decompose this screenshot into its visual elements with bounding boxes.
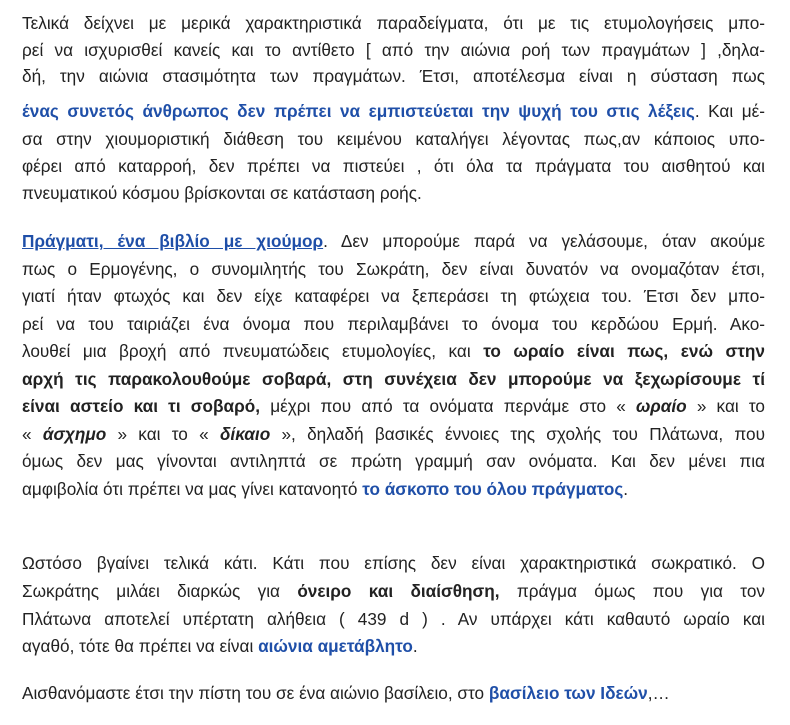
text-run: ρεί να του ταιριάζει ένα όνομα που περιλαμβάνει το όνομα του κερδώου Ερμή. Ακο- — [22, 314, 765, 334]
text-run: . Δεν μπορούμε παρά να γελάσουμε, όταν ακούμε — [323, 231, 765, 251]
heading-link[interactable]: Πράγματι, ένα βιβλίο με χιούμορ — [22, 231, 324, 251]
text-run: Πλάτωνα αποτελεί υπέρτατη αλήθεια ( 439 d ) . Αν υπάρχει κάτι καθαυτό ωραίο και — [22, 609, 765, 629]
text-run: είναι αστείο και τι σοβαρό, — [22, 396, 261, 416]
text-run: », δηλαδή βασικές έννοιες της σχολής του Πλάτωνα, που — [270, 424, 765, 444]
text-run: γιατί ήταν φτωχός και δεν είχε καταφέρει να ξεπεράσει τη φτώχεια του. Έτσι δεν μπο- — [22, 286, 765, 306]
text-line — [22, 366, 765, 392]
text-line — [22, 338, 765, 364]
text-line — [22, 98, 765, 124]
text-run: όμως δεν μας γίνονται αντιληπτά σε πρώτη γραμμή σαν ονόματα. Και δεν μένει πια — [22, 451, 765, 471]
text-line — [22, 63, 765, 89]
text-run: πράγμα όμως που για τον — [499, 581, 765, 601]
text-line — [22, 126, 765, 152]
text-run: αγαθό, τότε θα πρέπει να είναι — [22, 636, 259, 656]
text-run: αρχή τις παρακολουθούμε σοβαρά, στη συνέχεια δεν μπορούμε να ξεχωρίσουμε τί — [22, 369, 765, 389]
text-line — [22, 153, 765, 179]
text-run: Ωστόσο βγαίνει τελικά κάτι. Κάτι που επίσης δεν είναι χαρακτηριστικά σωκρατικό. Ο — [22, 553, 765, 573]
text-run: » και το « — [106, 424, 220, 444]
text-run: . — [623, 479, 629, 499]
text-line — [22, 633, 765, 659]
text-run: δίκαιο — [219, 424, 271, 444]
text-run: φέρει από καταρροή, δεν πρέπει να πιστεύει , ότι όλα τα πράγματα του αισθητού και — [22, 156, 765, 176]
text-line — [22, 256, 765, 282]
text-run: Τελικά δείχνει με μερικά χαρακτηριστικά παραδείγματα, ότι με τις ετυμολογήσεις μπο- — [22, 13, 765, 33]
text-run: « — [22, 424, 43, 444]
text-run: αμφιβολία ότι πρέπει να μας γίνει κατανοητό — [22, 479, 363, 499]
highlighted-phrase: ένας συνετός άνθρωπος δεν πρέπει να εμπιστεύεται την ψυχή του στις λέξεις — [22, 101, 695, 121]
text-run: όνειρο και διαίσθηση, — [297, 581, 500, 601]
text-run: το ωραίο είναι πως, ενώ στην — [483, 341, 765, 361]
text-line — [22, 228, 765, 254]
text-line — [22, 311, 765, 337]
text-run: Αισθανόμαστε έτσι την πίστη του σε ένα αιώνιο βασίλειο, στο — [22, 683, 489, 703]
text-run: πως ο Ερμογένης, ο συνομιλητής του Σωκράτη, δεν είναι δυνατόν να ονομαζόταν έτσι, — [22, 259, 765, 279]
text-line — [22, 680, 765, 706]
text-line — [22, 550, 765, 576]
text-run: . Και μέ- — [694, 101, 765, 121]
text-line — [22, 180, 765, 206]
highlighted-phrase: το άσκοπο του όλου πράγματος — [362, 479, 624, 499]
text-line — [22, 578, 765, 604]
highlighted-phrase: αιώνια αμετάβλητο — [258, 636, 413, 656]
text-line — [22, 606, 765, 632]
highlighted-phrase: βασίλειο των Ιδεών — [488, 683, 648, 703]
text-line — [22, 283, 765, 309]
text-run: » και το — [686, 396, 765, 416]
text-line — [22, 37, 765, 63]
text-run: λουθεί μια βροχή από πνευματώδεις ετυμολογίες, και — [22, 341, 484, 361]
text-line — [22, 448, 765, 474]
text-line — [22, 393, 765, 419]
text-line — [22, 10, 765, 36]
text-run: ρεί να ισχυρισθεί κανείς και το αντίθετο [ από την αιώνια ροή των πραγμάτων ] ,δηλα- — [22, 39, 765, 60]
text-line — [22, 476, 765, 502]
text-run: μέχρι που από τα ονόματα περνάμε στο « — [260, 396, 636, 416]
text-run: ωραίο — [635, 396, 687, 416]
text-run: άσχημο — [42, 424, 107, 444]
text-run: . — [412, 636, 418, 656]
text-run: ,… — [647, 683, 670, 703]
text-run: Σωκράτης μιλάει διαρκώς για — [22, 581, 298, 601]
text-line — [22, 421, 765, 447]
text-run: σα στην χιουμοριστική διάθεση του κειμένου καταλήγει λέγοντας πως,αν κάποιος υπο- — [22, 128, 765, 149]
text-run: πνευματικού κόσμου βρίσκονται σε κατάσταση ροής. — [22, 183, 422, 203]
text-run: δή, την αιώνια στασιμότητα των πραγμάτων. Έτσι, αποτέλεσμα είναι η σύσταση πως — [22, 66, 765, 86]
